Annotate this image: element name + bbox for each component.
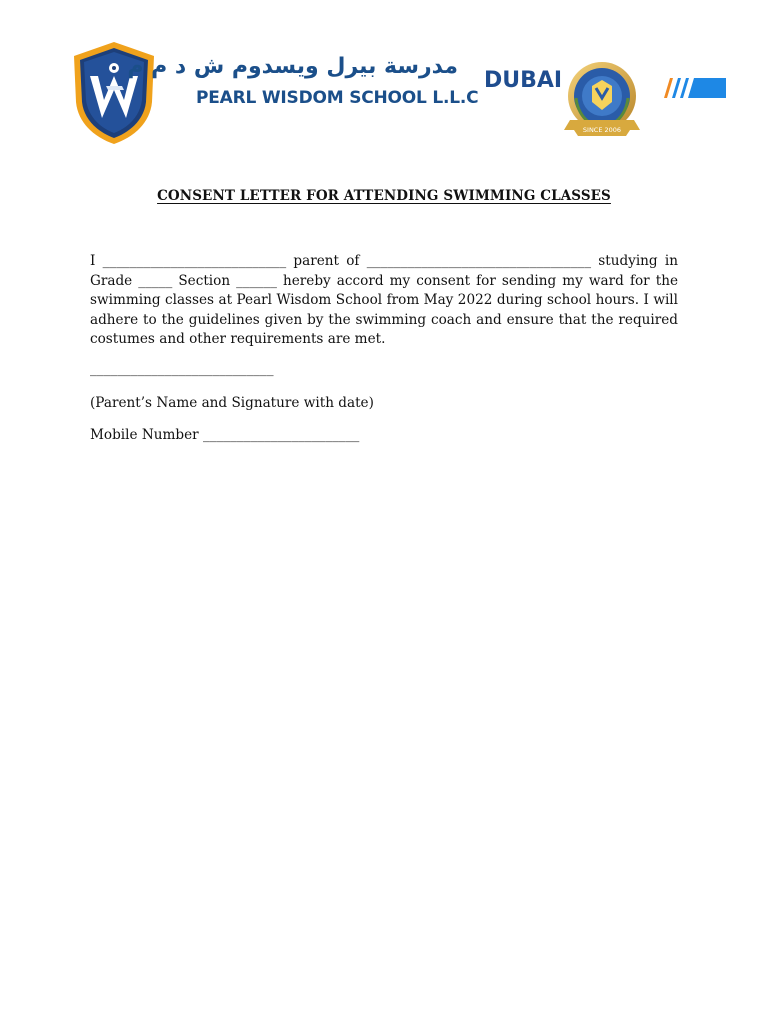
- school-name-english: PEARL WISDOM SCHOOL L.L.C: [196, 88, 479, 108]
- dubai-logo: [484, 68, 563, 100]
- school-emblem: [556, 58, 648, 142]
- dubai-logo-text: DUBAI: [484, 68, 563, 93]
- mobile-number-blank: _______________________: [202, 427, 360, 443]
- brand-stripes-graphic: [662, 76, 726, 100]
- consent-paragraph: I ___________________________ parent of _________________________________ studying in Grade _____ Section ______ hereby accord my consent for sending my ward for the swimming classes at Pearl Wisdom School from May 2022 during school hours. I will adhere to the guidelines given by the swimming coach and ensure that the required costumes and other requirements are met.: [90, 253, 678, 347]
- signature-caption: (Parent’s Name and Signature with date): [90, 395, 374, 411]
- mobile-number-row: [90, 426, 359, 446]
- signature-line: ___________________________: [90, 361, 274, 377]
- letter-title: [0, 188, 768, 204]
- school-name-block: [127, 52, 479, 122]
- letterhead: [0, 0, 768, 160]
- emblem-ribbon-text: SINCE 2006: [582, 126, 622, 134]
- mobile-number-label: Mobile Number: [90, 427, 199, 443]
- school-name-arabic: مدرسة بيرل ويسدوم ش د م م: [127, 54, 458, 79]
- letter-title-text: CONSENT LETTER FOR ATTENDING SWIMMING CLASSES: [157, 188, 611, 204]
